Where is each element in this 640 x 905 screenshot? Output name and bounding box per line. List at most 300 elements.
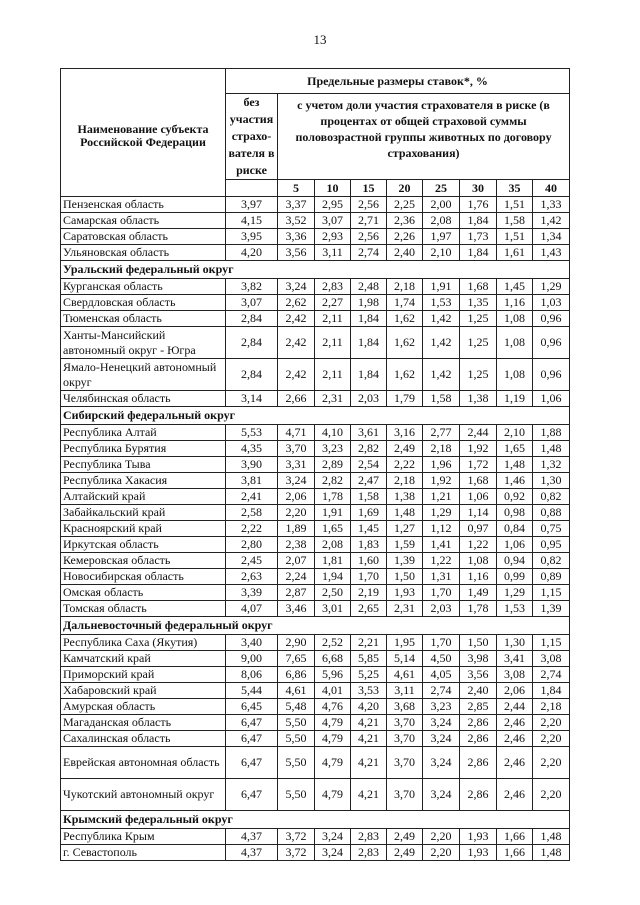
rate-share-cell: 1,29 <box>423 505 460 521</box>
rate-no-participation-cell: 3,90 <box>226 457 278 473</box>
rate-share-cell: 2,20 <box>533 779 570 811</box>
rate-share-cell: 2,03 <box>423 601 460 617</box>
rate-share-cell: 3,53 <box>351 683 387 699</box>
rate-share-cell: 1,92 <box>423 473 460 489</box>
region-name-cell: Кемеровская область <box>61 553 226 569</box>
rate-share-cell: 1,91 <box>315 505 351 521</box>
page-number: 13 <box>313 32 327 47</box>
rate-share-cell: 1,92 <box>460 441 497 457</box>
rate-share-cell: 7,65 <box>278 651 315 667</box>
rate-share-cell: 2,08 <box>315 537 351 553</box>
rate-share-cell: 1,16 <box>460 569 497 585</box>
rate-share-cell: 5,48 <box>278 699 315 715</box>
rate-share-cell: 4,71 <box>278 425 315 441</box>
rate-share-cell: 5,50 <box>278 747 315 779</box>
rate-share-cell: 3,08 <box>533 651 570 667</box>
rate-share-cell: 2,46 <box>497 747 533 779</box>
rate-share-cell: 1,08 <box>497 311 533 327</box>
rate-share-cell: 1,45 <box>497 279 533 295</box>
rate-share-cell: 3,07 <box>315 213 351 229</box>
rate-share-cell: 1,84 <box>351 359 387 391</box>
rate-share-cell: 3,52 <box>278 213 315 229</box>
rate-share-cell: 2,11 <box>315 359 351 391</box>
rate-share-cell: 0,82 <box>533 489 570 505</box>
rate-share-cell: 1,96 <box>423 457 460 473</box>
rate-share-cell: 2,86 <box>460 731 497 747</box>
table-row <box>61 601 570 617</box>
rate-share-cell: 1,25 <box>460 311 497 327</box>
rate-no-participation-cell: 2,41 <box>226 489 278 505</box>
rate-share-cell: 1,15 <box>533 635 570 651</box>
rate-share-cell: 4,05 <box>423 667 460 683</box>
rate-share-cell: 3,24 <box>278 279 315 295</box>
rate-share-cell: 1,62 <box>387 327 423 359</box>
region-title: Крымский федеральный округ <box>61 811 570 829</box>
rate-share-cell: 3,61 <box>351 425 387 441</box>
rate-share-cell: 6,86 <box>278 667 315 683</box>
rate-share-cell: 1,89 <box>278 521 315 537</box>
rate-share-cell: 1,34 <box>533 229 570 245</box>
rate-share-cell: 0,94 <box>497 553 533 569</box>
rate-share-cell: 1,68 <box>460 473 497 489</box>
rate-share-cell: 2,27 <box>315 295 351 311</box>
rate-share-cell: 3,56 <box>460 667 497 683</box>
rate-share-cell: 2,83 <box>315 279 351 295</box>
rate-share-cell: 3,24 <box>423 747 460 779</box>
rate-share-cell: 0,98 <box>497 505 533 521</box>
table-row <box>61 537 570 553</box>
rate-share-cell: 2,07 <box>278 553 315 569</box>
rate-share-cell: 1,53 <box>423 295 460 311</box>
rate-share-cell: 1,48 <box>497 457 533 473</box>
table-row <box>61 391 570 407</box>
region-name-cell: Красноярский край <box>61 521 226 537</box>
rate-share-cell: 1,35 <box>460 295 497 311</box>
rate-share-cell: 2,86 <box>460 779 497 811</box>
rate-share-cell: 1,58 <box>497 213 533 229</box>
rate-no-participation-cell: 6,47 <box>226 779 278 811</box>
rate-share-cell: 1,06 <box>533 391 570 407</box>
rate-share-cell: 2,85 <box>460 699 497 715</box>
table-row <box>61 359 570 391</box>
rate-share-cell: 2,46 <box>497 715 533 731</box>
rate-share-cell: 1,88 <box>533 425 570 441</box>
rate-share-cell: 1,78 <box>460 601 497 617</box>
rate-share-cell: 3,46 <box>278 601 315 617</box>
rate-share-cell: 1,42 <box>423 327 460 359</box>
rate-share-cell: 1,29 <box>497 585 533 601</box>
rate-share-cell: 2,46 <box>497 731 533 747</box>
region-name-cell: Омская область <box>61 585 226 601</box>
rate-share-cell: 1,70 <box>423 585 460 601</box>
rate-no-participation-cell: 2,22 <box>226 521 278 537</box>
rate-share-cell: 2,89 <box>315 457 351 473</box>
rate-share-cell: 3,08 <box>497 667 533 683</box>
rate-share-cell: 1,66 <box>497 845 533 861</box>
rate-no-participation-cell: 5,44 <box>226 683 278 699</box>
rate-share-cell: 2,95 <box>315 197 351 213</box>
rate-no-participation-cell: 2,84 <box>226 311 278 327</box>
rate-share-cell: 2,22 <box>387 457 423 473</box>
region-name-cell: Республика Крым <box>61 829 226 845</box>
rate-share-cell: 1,61 <box>497 245 533 261</box>
header-share-35: 35 <box>497 180 533 197</box>
rate-share-cell: 1,29 <box>533 279 570 295</box>
table-row <box>61 521 570 537</box>
rate-share-cell: 3,70 <box>387 747 423 779</box>
table-row <box>61 569 570 585</box>
rate-share-cell: 4,01 <box>315 683 351 699</box>
rate-share-cell: 2,06 <box>497 683 533 699</box>
rate-share-cell: 1,21 <box>423 489 460 505</box>
rate-share-cell: 2,74 <box>351 245 387 261</box>
rate-share-cell: 2,08 <box>423 213 460 229</box>
region-title: Уральский федеральный округ <box>61 261 570 279</box>
rate-share-cell: 1,95 <box>387 635 423 651</box>
header-share-40: 40 <box>533 180 570 197</box>
table-row <box>61 213 570 229</box>
rate-share-cell: 2,20 <box>533 715 570 731</box>
rate-share-cell: 1,14 <box>460 505 497 521</box>
region-name-cell: Иркутская область <box>61 537 226 553</box>
rate-share-cell: 2,38 <box>278 537 315 553</box>
table-row <box>61 229 570 245</box>
rate-share-cell: 1,42 <box>423 311 460 327</box>
rate-no-participation-cell: 6,47 <box>226 747 278 779</box>
rate-share-cell: 0,97 <box>460 521 497 537</box>
rate-share-cell: 3,11 <box>315 245 351 261</box>
rate-share-cell: 2,20 <box>533 731 570 747</box>
region-name-cell: Еврейская автономная область <box>61 747 226 779</box>
rate-share-cell: 1,27 <box>387 521 423 537</box>
rate-share-cell: 2,25 <box>387 197 423 213</box>
table-row <box>61 279 570 295</box>
table-row <box>61 553 570 569</box>
rate-share-cell: 2,18 <box>533 699 570 715</box>
rate-share-cell: 1,65 <box>315 521 351 537</box>
header-share-10: 10 <box>315 180 351 197</box>
rate-share-cell: 1,30 <box>533 473 570 489</box>
rate-share-cell: 2,20 <box>278 505 315 521</box>
rate-share-cell: 1,51 <box>497 229 533 245</box>
rate-share-cell: 3,70 <box>387 715 423 731</box>
rate-share-cell: 2,83 <box>351 845 387 861</box>
rate-no-participation-cell: 3,39 <box>226 585 278 601</box>
rate-share-cell: 1,58 <box>423 391 460 407</box>
rate-share-cell: 1,08 <box>460 553 497 569</box>
rate-no-participation-cell: 2,45 <box>226 553 278 569</box>
rate-share-cell: 1,16 <box>497 295 533 311</box>
rate-share-cell: 3,11 <box>387 683 423 699</box>
rate-share-cell: 1,12 <box>423 521 460 537</box>
rate-share-cell: 2,31 <box>387 601 423 617</box>
region-name-cell: Ханты-Мансийский автономный округ - Югра <box>61 327 226 359</box>
rate-share-cell: 4,21 <box>351 715 387 731</box>
rate-share-cell: 2,49 <box>387 845 423 861</box>
rate-no-participation-cell: 3,07 <box>226 295 278 311</box>
rate-share-cell: 2,74 <box>533 667 570 683</box>
region-name-cell: Амурская область <box>61 699 226 715</box>
region-header-row <box>61 261 570 279</box>
table-row <box>61 829 570 845</box>
rate-share-cell: 0,89 <box>533 569 570 585</box>
rate-share-cell: 1,06 <box>497 537 533 553</box>
rate-no-participation-cell: 3,81 <box>226 473 278 489</box>
region-title: Дальневосточный федеральный округ <box>61 617 570 635</box>
rate-share-cell: 2,86 <box>460 747 497 779</box>
rate-share-cell: 2,18 <box>387 279 423 295</box>
rate-no-participation-cell: 3,97 <box>226 197 278 213</box>
rate-share-cell: 2,48 <box>351 279 387 295</box>
header-share-30: 30 <box>460 180 497 197</box>
rate-no-participation-cell: 4,37 <box>226 829 278 845</box>
rate-share-cell: 3,24 <box>423 779 460 811</box>
region-name-cell: Тюменская область <box>61 311 226 327</box>
rate-share-cell: 1,45 <box>351 521 387 537</box>
rate-share-cell: 4,79 <box>315 779 351 811</box>
rate-share-cell: 2,74 <box>423 683 460 699</box>
rate-no-participation-cell: 4,07 <box>226 601 278 617</box>
region-name-cell: Самарская область <box>61 213 226 229</box>
table-row <box>61 489 570 505</box>
rate-share-cell: 4,50 <box>423 651 460 667</box>
rate-share-cell: 1,38 <box>387 489 423 505</box>
rate-share-cell: 4,61 <box>387 667 423 683</box>
rate-no-participation-cell: 3,95 <box>226 229 278 245</box>
rate-share-cell: 1,83 <box>351 537 387 553</box>
table-row <box>61 295 570 311</box>
rate-share-cell: 2,11 <box>315 327 351 359</box>
rate-no-participation-cell: 2,63 <box>226 569 278 585</box>
region-name-cell: Приморский край <box>61 667 226 683</box>
header-share-15: 15 <box>351 180 387 197</box>
region-title: Сибирский федеральный округ <box>61 407 570 425</box>
rate-share-cell: 1,43 <box>533 245 570 261</box>
rate-share-cell: 3,31 <box>278 457 315 473</box>
rate-share-cell: 2,93 <box>315 229 351 245</box>
rate-share-cell: 2,44 <box>460 425 497 441</box>
table-body <box>61 197 570 861</box>
rate-share-cell: 2,56 <box>351 197 387 213</box>
rate-share-cell: 2,11 <box>315 311 351 327</box>
rate-no-participation-cell: 4,20 <box>226 245 278 261</box>
rate-share-cell: 2,83 <box>351 829 387 845</box>
region-header-row <box>61 407 570 425</box>
table-row <box>61 585 570 601</box>
table-row <box>61 651 570 667</box>
rate-share-cell: 4,79 <box>315 715 351 731</box>
rate-share-cell: 4,21 <box>351 779 387 811</box>
rate-share-cell: 3,24 <box>315 829 351 845</box>
rate-no-participation-cell: 3,14 <box>226 391 278 407</box>
rate-share-cell: 3,70 <box>387 779 423 811</box>
rate-share-cell: 1,59 <box>387 537 423 553</box>
rate-share-cell: 2,06 <box>278 489 315 505</box>
rate-share-cell: 4,20 <box>351 699 387 715</box>
rate-no-participation-cell: 6,47 <box>226 731 278 747</box>
rate-share-cell: 1,06 <box>460 489 497 505</box>
rate-share-cell: 1,32 <box>533 457 570 473</box>
rate-share-cell: 1,53 <box>497 601 533 617</box>
rate-share-cell: 2,36 <box>387 213 423 229</box>
rate-share-cell: 1,48 <box>533 441 570 457</box>
region-header-row <box>61 811 570 829</box>
rate-no-participation-cell: 5,53 <box>226 425 278 441</box>
rate-share-cell: 1,48 <box>387 505 423 521</box>
header-share-5: 5 <box>278 180 315 197</box>
region-name-cell: Свердловская область <box>61 295 226 311</box>
rate-share-cell: 1,62 <box>387 359 423 391</box>
rate-share-cell: 3,72 <box>278 829 315 845</box>
rate-share-cell: 1,68 <box>460 279 497 295</box>
rate-share-cell: 1,48 <box>533 845 570 861</box>
rate-share-cell: 4,61 <box>278 683 315 699</box>
rate-share-cell: 2,90 <box>278 635 315 651</box>
rate-share-cell: 4,10 <box>315 425 351 441</box>
rate-no-participation-cell: 2,84 <box>226 359 278 391</box>
rate-share-cell: 1,15 <box>533 585 570 601</box>
rate-share-cell: 3,24 <box>278 473 315 489</box>
rate-share-cell: 2,20 <box>533 747 570 779</box>
region-name-cell: Новосибирская область <box>61 569 226 585</box>
rate-share-cell: 1,41 <box>423 537 460 553</box>
table-row <box>61 779 570 811</box>
rate-share-cell: 2,24 <box>278 569 315 585</box>
rate-no-participation-cell: 3,40 <box>226 635 278 651</box>
rate-share-cell: 2,00 <box>423 197 460 213</box>
table-row <box>61 731 570 747</box>
rate-share-cell: 2,42 <box>278 359 315 391</box>
rate-share-cell: 0,92 <box>497 489 533 505</box>
rate-share-cell: 2,20 <box>423 845 460 861</box>
rate-share-cell: 5,50 <box>278 779 315 811</box>
region-name-cell: Ямало-Ненецкий автономный округ <box>61 359 226 391</box>
rate-share-cell: 4,79 <box>315 747 351 779</box>
rate-share-cell: 1,79 <box>387 391 423 407</box>
rate-share-cell: 2,62 <box>278 295 315 311</box>
rate-share-cell: 5,85 <box>351 651 387 667</box>
rate-share-cell: 1,25 <box>460 327 497 359</box>
rate-share-cell: 5,25 <box>351 667 387 683</box>
rate-share-cell: 2,50 <box>315 585 351 601</box>
table-row <box>61 747 570 779</box>
rate-share-cell: 1,39 <box>533 601 570 617</box>
rate-share-cell: 2,52 <box>315 635 351 651</box>
rate-share-cell: 4,21 <box>351 747 387 779</box>
rate-share-cell: 2,66 <box>278 391 315 407</box>
table-header <box>61 69 570 197</box>
rate-share-cell: 2,40 <box>387 245 423 261</box>
rate-share-cell: 1,78 <box>315 489 351 505</box>
table-row <box>61 845 570 861</box>
rate-share-cell: 1,31 <box>423 569 460 585</box>
rate-share-cell: 5,50 <box>278 731 315 747</box>
rate-share-cell: 2,49 <box>387 441 423 457</box>
rate-share-cell: 2,10 <box>423 245 460 261</box>
rate-share-cell: 1,03 <box>533 295 570 311</box>
header-share-blank <box>226 180 278 197</box>
region-name-cell: Хабаровский край <box>61 683 226 699</box>
rate-share-cell: 1,84 <box>351 311 387 327</box>
rate-share-cell: 1,50 <box>387 569 423 585</box>
rate-share-cell: 1,46 <box>497 473 533 489</box>
region-name-cell: Челябинская область <box>61 391 226 407</box>
rate-share-cell: 2,03 <box>351 391 387 407</box>
rate-share-cell: 3,24 <box>423 731 460 747</box>
region-name-cell: Забайкальский край <box>61 505 226 521</box>
rate-no-participation-cell: 4,15 <box>226 213 278 229</box>
region-name-cell: Сахалинская область <box>61 731 226 747</box>
region-name-cell: Саратовская область <box>61 229 226 245</box>
rate-share-cell: 4,21 <box>351 731 387 747</box>
rate-share-cell: 1,08 <box>497 327 533 359</box>
header-region-name: Наименование субъекта Российской Федерации <box>61 69 226 197</box>
header-no-participation: без участия страхо-вателя в риске <box>226 94 278 180</box>
rate-share-cell: 1,65 <box>497 441 533 457</box>
rate-share-cell: 1,70 <box>351 569 387 585</box>
rate-share-cell: 1,91 <box>423 279 460 295</box>
rate-share-cell: 2,87 <box>278 585 315 601</box>
table-row <box>61 245 570 261</box>
rate-share-cell: 3,36 <box>278 229 315 245</box>
rate-share-cell: 1,42 <box>423 359 460 391</box>
rate-no-participation-cell: 4,35 <box>226 441 278 457</box>
rate-share-cell: 5,14 <box>387 651 423 667</box>
region-name-cell: Республика Тыва <box>61 457 226 473</box>
table-row <box>61 425 570 441</box>
region-name-cell: Томская область <box>61 601 226 617</box>
rate-share-cell: 3,24 <box>423 715 460 731</box>
rate-share-cell: 3,98 <box>460 651 497 667</box>
rate-share-cell: 1,38 <box>460 391 497 407</box>
rate-share-cell: 1,30 <box>497 635 533 651</box>
rate-share-cell: 3,72 <box>278 845 315 861</box>
rate-no-participation-cell: 9,00 <box>226 651 278 667</box>
table-row <box>61 635 570 651</box>
rate-share-cell: 1,81 <box>315 553 351 569</box>
rate-share-cell: 0,96 <box>533 311 570 327</box>
rate-share-cell: 0,82 <box>533 553 570 569</box>
rate-share-cell: 2,10 <box>497 425 533 441</box>
rate-share-cell: 1,70 <box>423 635 460 651</box>
rate-share-cell: 2,19 <box>351 585 387 601</box>
table-row <box>61 197 570 213</box>
rate-share-cell: 2,21 <box>351 635 387 651</box>
rate-share-cell: 2,20 <box>423 829 460 845</box>
rate-share-cell: 1,84 <box>460 213 497 229</box>
rate-share-cell: 2,44 <box>497 699 533 715</box>
region-name-cell: Чукотский автономный округ <box>61 779 226 811</box>
rate-share-cell: 1,73 <box>460 229 497 245</box>
region-name-cell: Республика Алтай <box>61 425 226 441</box>
region-name-cell: Пензенская область <box>61 197 226 213</box>
rate-share-cell: 2,26 <box>387 229 423 245</box>
rate-no-participation-cell: 8,06 <box>226 667 278 683</box>
rate-share-cell: 2,49 <box>387 829 423 845</box>
rate-share-cell: 2,65 <box>351 601 387 617</box>
rate-share-cell: 1,50 <box>460 635 497 651</box>
rate-share-cell: 2,86 <box>460 715 497 731</box>
region-header-row <box>61 617 570 635</box>
rate-share-cell: 1,58 <box>351 489 387 505</box>
rate-share-cell: 2,31 <box>315 391 351 407</box>
rate-share-cell: 4,76 <box>315 699 351 715</box>
rates-table <box>60 68 570 861</box>
region-name-cell: Камчатский край <box>61 651 226 667</box>
rate-share-cell: 3,37 <box>278 197 315 213</box>
region-name-cell: Республика Бурятия <box>61 441 226 457</box>
rate-share-cell: 2,42 <box>278 327 315 359</box>
